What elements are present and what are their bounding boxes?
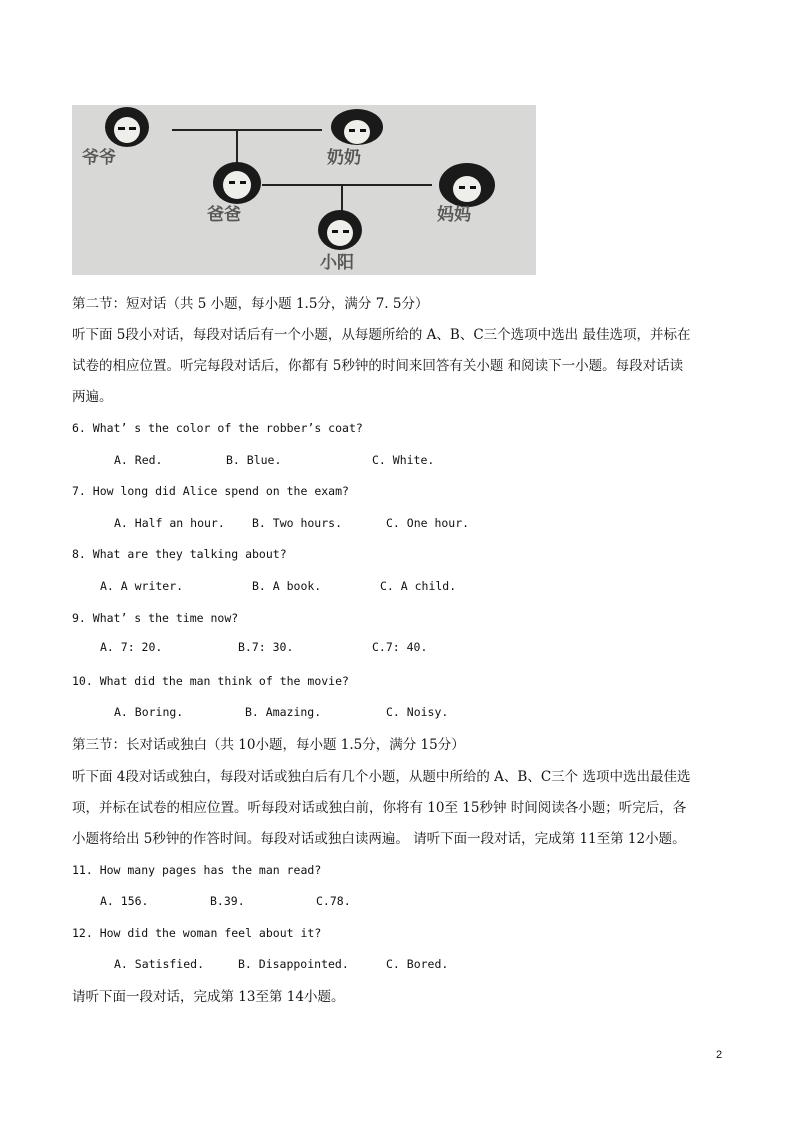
label-grandma: 奶奶 [327,148,361,168]
section3-instruction-line: 听下面 4段对话或独白，每段对话或独白后有几个小题，从题中所给的 A、B、C三个 选项中选出最佳选 [72,769,691,785]
option-c: C. Bored. [386,957,449,971]
option-a: A. Boring. [114,705,184,719]
footer-instruction: 请听下面一段对话，完成第 13至第 14小题。 [72,989,345,1005]
question-10: 10. What did the man think of the movie? [72,674,349,688]
option-c: C. One hour. [386,516,470,530]
option-b: B. Amazing. [245,705,322,719]
family-tree-image [72,105,536,275]
section2-heading: 第二节：短对话（共 5 小题，每小题 1.5分，满分 7. 5分） [72,296,429,312]
option-c: C. Noisy. [386,705,449,719]
option-c: C. A child. [380,579,457,593]
label-child: 小阳 [320,253,354,273]
option-a: A. Satisfied. [114,957,205,971]
section2-instruction-line: 两遍。 [72,389,113,405]
question-12: 12. How did the woman feel about it? [72,926,322,940]
page-number: 2 [716,1049,723,1061]
option-b: B. Disappointed. [238,957,349,971]
label-mom: 妈妈 [437,205,471,225]
child-face-icon [318,210,362,250]
option-b: B.7: 30. [238,640,294,654]
option-c: C. White. [372,453,435,467]
option-a: A. A writer. [100,579,184,593]
option-c: C.7: 40. [372,640,428,654]
mom-face-icon [439,163,495,207]
section2-instruction-line: 听下面 5段小对话，每段对话后有一个小题，从每题所给的 A、B、C三个选项中选出 最佳选项，并标在 [72,327,691,343]
label-dad: 爸爸 [207,205,241,225]
question-7: 7. How long did Alice spend on the exam? [72,484,349,498]
option-b: B. Blue. [226,453,282,467]
section2-instruction-line: 试卷的相应位置。听完每段对话后，你都有 5秒钟的时间来回答有关小题 和阅读下一小题。每段对话读 [72,358,684,374]
question-11: 11. How many pages has the man read? [72,863,322,877]
option-a: A. Half an hour. [114,516,225,530]
option-c: C.78. [316,894,351,908]
option-a: A. 156. [100,894,149,908]
question-9: 9. What’ s the time now? [72,611,239,625]
section3-instruction-line: 项，并标在试卷的相应位置。听每段对话或独白前，你将有 10至 15秒钟 时间阅读各小题；听完后，各 [72,800,687,816]
dad-face-icon [213,162,261,204]
label-grandpa: 爷爷 [82,148,116,168]
option-a: A. Red. [114,453,163,467]
section3-heading: 第三节：长对话或独白（共 10小题，每小题 1.5分，满分 15分） [72,737,465,753]
option-b: B.39. [210,894,245,908]
grandma-face-icon [331,109,383,145]
option-b: B. A book. [252,579,322,593]
option-b: B. Two hours. [252,516,343,530]
grandpa-face-icon [105,107,149,147]
option-a: A. 7: 20. [100,640,163,654]
section3-instruction-line: 小题将给出 5秒钟的作答时间。每段对话或独白读两遍。 请听下面一段对话，完成第 11至第 12小题。 [72,831,686,847]
question-6: 6. What’ s the color of the robber’s coat? [72,421,363,435]
question-8: 8. What are they talking about? [72,547,287,561]
